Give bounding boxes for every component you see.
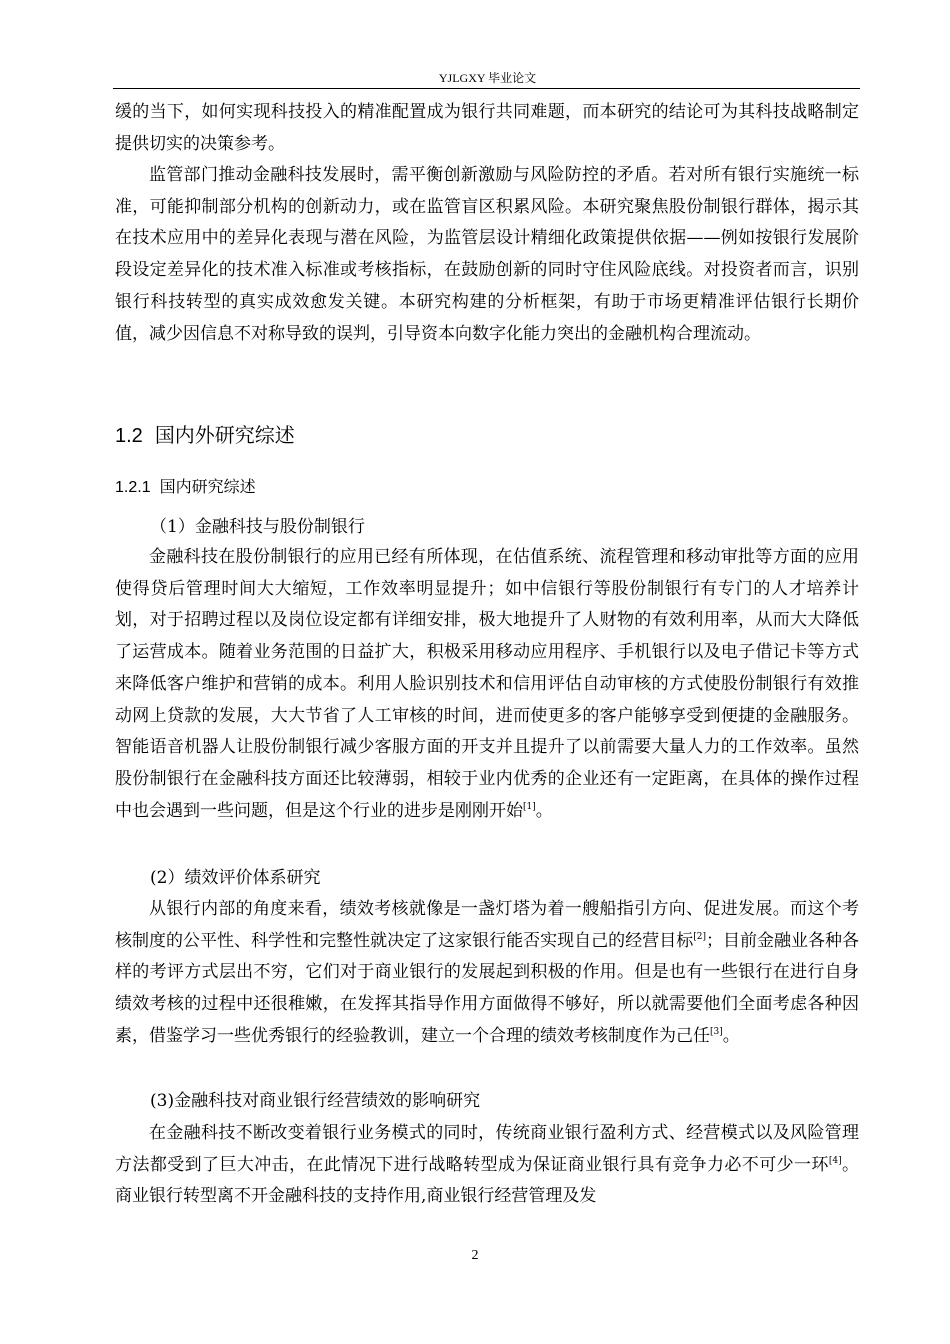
subsection-number: 1.2.1 (115, 479, 151, 496)
part2-text-b: ；目前金融业各种各样的考评方式层出不穷，它们对于商业银行的发展起到积极的作用。但是也有一些银行在进行自身绩效考核的过程中还很稚嫩，在发挥其指导作用方面做得不够好，所以就需要他们全面考虑各种因素，借鉴学习一些优秀银行的经验教训，建立一个合理的绩效考核制度作为己任 (115, 930, 860, 1046)
part1-paragraph (115, 542, 859, 827)
part3-text-b: 。 商业银行转型离不开金融科技的支持作用,商业银行经营管理及发 (115, 1154, 860, 1207)
part2-end: 。 (722, 1025, 740, 1046)
intro-paragraph-1: 缓的当下，如何实现科技投入的精准配置成为银行共同难题，而本研究的结论可为其科技战略制定提供切实的决策参考。 (115, 102, 859, 154)
part1-text: 金融科技在股份制银行的应用已经有所体现，在估值系统、流程管理和移动审批等方面的应用使得贷后管理时间大大缩短，工作效率明显提升；如中信银行等股份制银行有专门的人才培养计划，对于招聘过程以及岗位设定都有详细安排，极大地提升了人财物的有效利用率，从而大大降低了运营成本。随着业务范围的日益扩大，积极采用移动应用程序、手机银行以及电子借记卡等方式来降低客户维护和营销的成本。利用人脸识别技术和信用评估自动审核的方式使股份制银行有效推动网上贷款的发展，大大节省了人工审核的时间，进而使更多的客户能够享受到便捷的金融服务。智能语音机器人让股份制银行减少客服方面的开支并且提升了以前需要大量人力的工作效率。虽然股份制银行在金融科技方面还比较薄弱，相较于业内优秀的企业还有一定距离，在具体的操作过程中也会遇到一些问题，但是这个行业的进步是刚刚开始 (115, 547, 859, 821)
citation-1: [1] (523, 801, 536, 812)
part2-heading: (2）绩效评价体系研究 (150, 868, 321, 888)
citation-2: [2] (693, 931, 706, 942)
page-number: 2 (471, 1248, 479, 1263)
part3-text-a: 在金融科技不断改变着银行业务模式的同时，传统商业银行盈利方式、经营模式以及风险管理方法都受到了巨大冲击，在此情况下进行战略转型成为保证商业银行具有竞争力必不可少一环 (115, 1123, 859, 1175)
section-title: 国内外研究综述 (154, 423, 295, 447)
part1-heading: （1）金融科技与股份制银行 (150, 517, 365, 537)
intro-paragraph-2: 监管部门推动金融科技发展时，需平衡创新激励与风险防控的矛盾。若对所有银行实施统一标准，可能抑制部分机构的创新动力，或在监管盲区积累风险。本研究聚焦股份制银行群体，揭示其在技术应用中的差异化表现与潜在风险，为监管层设计精细化政策提供依据——例如按银行发展阶段设定差异化的技术准入标准或考核指标，在鼓励创新的同时守住风险底线。对投资者而言，识别银行科技转型的真实成效愈发关键。本研究构建的分析框架，有助于市场更精准评估银行长期价值，减少因信息不对称导致的误判，引导资本向数字化能力突出的金融机构合理流动。 (115, 165, 859, 344)
subsection-title: 国内研究综述 (159, 477, 256, 496)
part2-paragraph (115, 894, 859, 1053)
header-divider (113, 88, 860, 89)
part3-paragraph (115, 1118, 859, 1213)
page-header: YJLGXY 毕业论文 (438, 71, 537, 85)
part2-text-a: 从银行内部的角度来看，绩效考核就像是一盏灯塔为着一艘船指引方向、促进发展。而这个考核制度的公平性、科学性和完整性就决定了这家银行能否实现自己的经营目标 (115, 899, 859, 951)
citation-3: [3] (710, 1026, 723, 1037)
part3-heading: (3)金融科技对商业银行经营绩效的影响研究 (150, 1091, 481, 1111)
part1-end: 。 (535, 800, 553, 821)
section-number: 1.2 (115, 425, 143, 447)
subsection-heading (115, 474, 256, 501)
citation-4: [4] (828, 1155, 842, 1166)
section-heading (115, 420, 295, 451)
